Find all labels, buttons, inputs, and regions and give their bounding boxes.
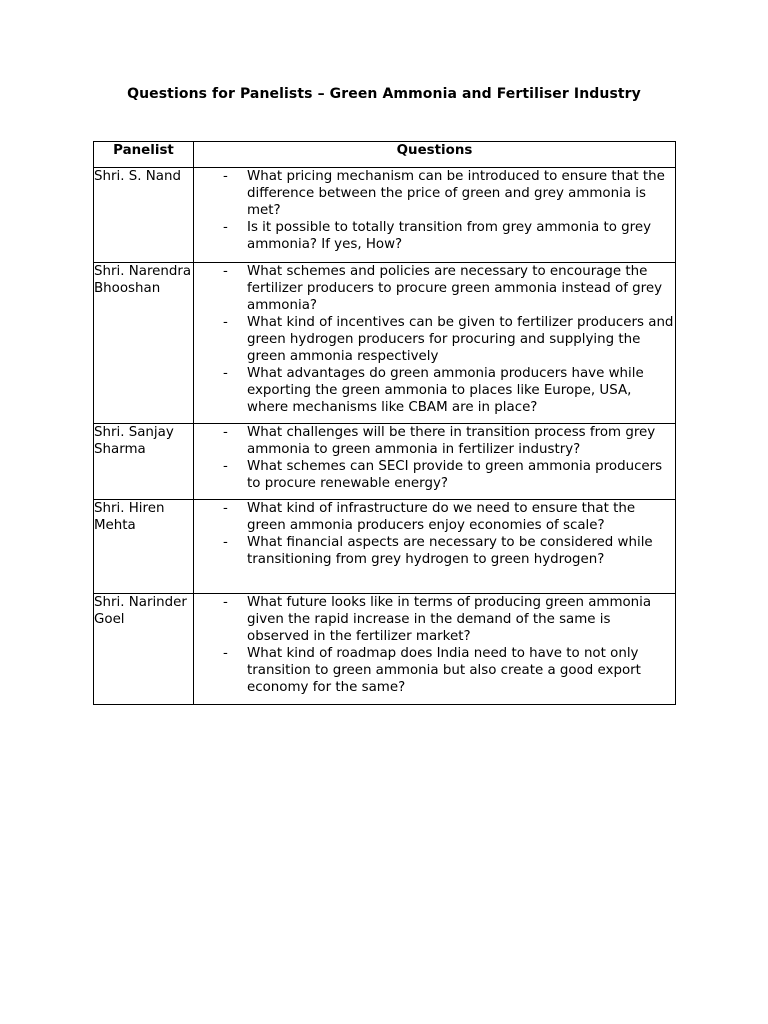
question-text: What schemes and policies are necessary to encourage the fertilizer producers to procure green ammonia instead of grey ammonia?: [247, 264, 663, 313]
question-list: [194, 168, 675, 253]
question-text: What future looks like in terms of producing green ammonia given the rapid increase in the demand of the same is observed in the fertilizer market?: [247, 595, 652, 644]
panelist-name: Shri. Hiren Mehta: [94, 500, 194, 594]
question-item: [194, 645, 675, 696]
bullet-dash: -: [223, 595, 228, 610]
table-row: [94, 500, 676, 594]
question-text: What financial aspects are necessary to be considered while transitioning from grey hydrogen to green hydrogen?: [247, 535, 653, 567]
questions-cell: [194, 500, 676, 594]
question-text: What schemes can SECI provide to green ammonia producers to procure renewable energy?: [247, 459, 663, 491]
question-list: [194, 424, 675, 492]
question-item: [194, 314, 675, 365]
question-text: What kind of incentives can be given to fertilizer producers and green hydrogen producers for procuring and supplying the green ammonia respectively: [247, 315, 674, 364]
bullet-dash: -: [223, 220, 228, 235]
question-list: [194, 263, 675, 416]
question-item: [194, 500, 675, 534]
table-row: [94, 424, 676, 500]
table-row: [94, 263, 676, 424]
bullet-dash: -: [223, 646, 228, 661]
questions-cell: [194, 594, 676, 705]
bullet-dash: -: [223, 459, 228, 474]
question-item: [194, 168, 675, 219]
bullet-dash: -: [223, 535, 228, 550]
bullet-dash: -: [223, 366, 228, 381]
question-item: [194, 263, 675, 314]
panelist-name: Shri. S. Nand: [94, 168, 194, 263]
questions-cell: [194, 424, 676, 500]
table-header-row: [94, 142, 676, 168]
panelist-questions-table: [93, 141, 676, 705]
question-list: [194, 594, 675, 696]
panelist-name: Shri. Sanjay Sharma: [94, 424, 194, 500]
question-text: What kind of roadmap does India need to have to not only transition to green ammonia but also create a good export economy for the same?: [247, 646, 641, 695]
questions-cell: [194, 168, 676, 263]
question-text: What challenges will be there in transition process from grey ammonia to green ammonia in fertilizer industry?: [247, 425, 656, 457]
bullet-dash: -: [223, 264, 228, 279]
question-text: What advantages do green ammonia producers have while exporting the green ammonia to places like Europe, USA, where mechanisms like CBAM are in place?: [247, 366, 644, 415]
table-row: [94, 594, 676, 705]
bullet-dash: -: [223, 501, 228, 516]
bullet-dash: -: [223, 169, 228, 184]
table-row: [94, 168, 676, 263]
questions-cell: [194, 263, 676, 424]
question-text: What pricing mechanism can be introduced to ensure that the difference between the price of green and grey ammonia is met?: [247, 169, 665, 218]
question-item: [194, 594, 675, 645]
panelist-name: Shri. Narendra Bhooshan: [94, 263, 194, 424]
question-text: Is it possible to totally transition from grey ammonia to grey ammonia? If yes, How?: [247, 220, 652, 252]
question-item: [194, 534, 675, 568]
header-questions: Questions: [194, 142, 676, 168]
panelist-name: Shri. Narinder Goel: [94, 594, 194, 705]
question-item: [194, 365, 675, 416]
bullet-dash: -: [223, 425, 228, 440]
question-item: [194, 219, 675, 253]
question-item: [194, 424, 675, 458]
question-text: What kind of infrastructure do we need to ensure that the green ammonia producers enjoy economies of scale?: [247, 501, 636, 533]
page-title: Questions for Panelists – Green Ammonia and Fertiliser Industry: [127, 86, 641, 102]
bullet-dash: -: [223, 315, 228, 330]
header-panelist: Panelist: [94, 142, 194, 168]
question-list: [194, 500, 675, 568]
question-item: [194, 458, 675, 492]
